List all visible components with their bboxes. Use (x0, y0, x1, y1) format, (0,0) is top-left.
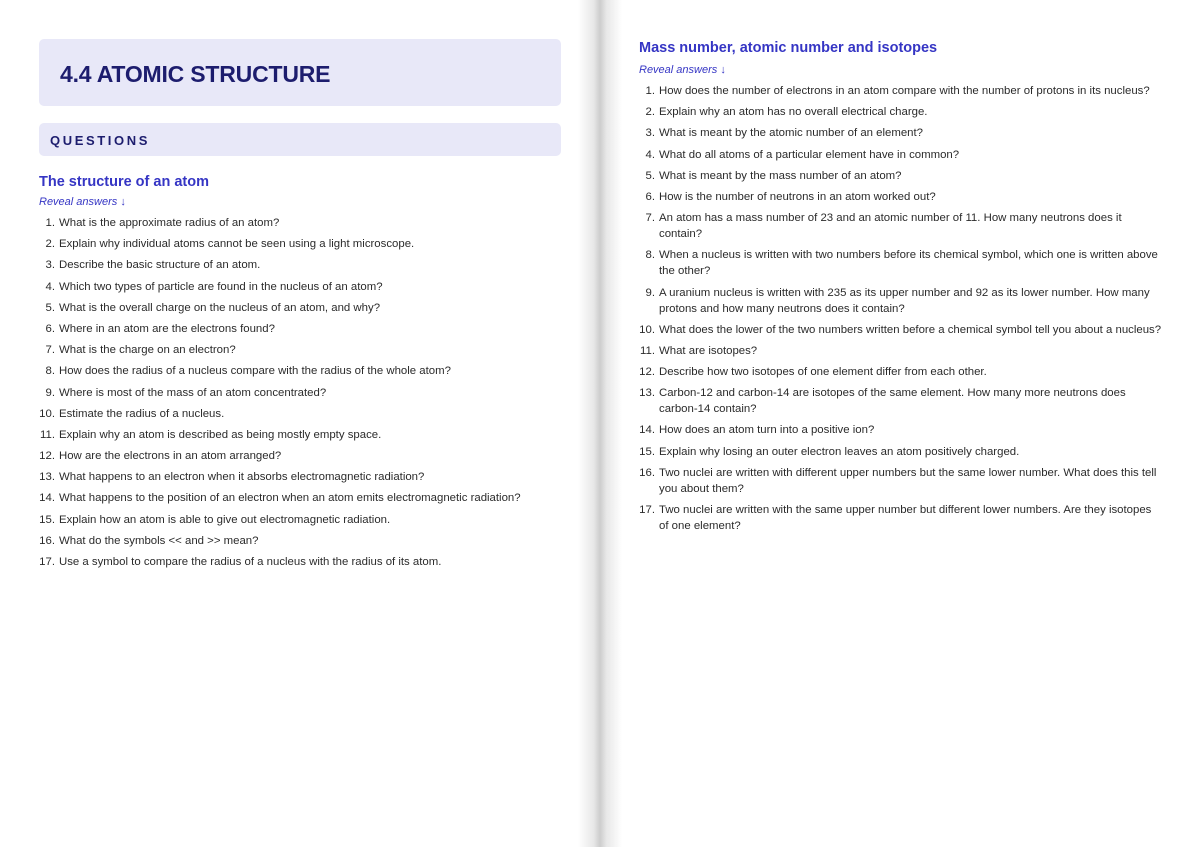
question-item (39, 533, 561, 549)
question-item (39, 363, 561, 379)
question-item (639, 465, 1163, 497)
question-item (39, 342, 561, 358)
question-number: 7. (45, 344, 55, 357)
question-item (39, 554, 561, 570)
question-item (39, 385, 561, 401)
question-number: 6. (645, 190, 655, 203)
question-item (639, 444, 1163, 460)
question-number: 10. (39, 407, 55, 420)
question-text: What is meant by the atomic number of an element? (659, 127, 924, 140)
question-text: Explain how an atom is able to give out electromagnetic radiation. (59, 513, 391, 526)
question-text: What happens to the position of an electron when an atom emits electromagnetic radiation? (59, 492, 521, 505)
question-item (39, 321, 561, 337)
question-item (639, 285, 1163, 317)
reveal-answers-link[interactable]: Reveal answers ↓ (39, 196, 126, 208)
question-text: Carbon-12 and carbon-14 are isotopes of the same element. How many more neutrons does carbon-14 contain? (659, 387, 1126, 416)
question-text: What do the symbols << and >> mean? (59, 534, 259, 547)
question-text: An atom has a mass number of 23 and an atomic number of 11. How many neutrons does it contain? (659, 212, 1122, 241)
book-spine-shadow (578, 0, 622, 847)
question-text: What is the charge on an electron? (59, 344, 236, 357)
question-number: 10. (639, 323, 655, 336)
left-page (39, 39, 561, 575)
question-number: 2. (45, 238, 55, 251)
question-text: Explain why an atom is described as being mostly empty space. (59, 428, 382, 441)
question-text: Where in an atom are the electrons found? (59, 322, 275, 335)
question-item (39, 490, 561, 506)
question-number: 5. (45, 301, 55, 314)
question-text: Describe how two isotopes of one element differ from each other. (659, 366, 987, 379)
question-item (39, 448, 561, 464)
question-text: What is the approximate radius of an atom? (59, 217, 280, 229)
question-number: 16. (39, 534, 55, 547)
question-list (39, 215, 561, 570)
question-number: 17. (639, 504, 655, 516)
question-text: What is the overall charge on the nucleus of an atom, and why? (59, 301, 381, 314)
questions-heading: QUESTIONS (50, 133, 150, 148)
question-text: What are isotopes? (659, 344, 758, 357)
question-text: Explain why individual atoms cannot be seen using a light microscope. (59, 238, 415, 251)
question-number: 5. (645, 169, 655, 182)
question-item (39, 257, 561, 273)
question-text: Use a symbol to compare the radius of a nucleus with the radius of its atom. (59, 556, 442, 568)
question-text: Where is most of the mass of an atom concentrated? (59, 386, 327, 399)
question-item (639, 385, 1163, 417)
question-text: Which two types of particle are found in the nucleus of an atom? (59, 280, 383, 293)
question-number: 6. (45, 322, 55, 335)
question-text: Estimate the radius of a nucleus. (59, 407, 225, 420)
question-number: 7. (645, 212, 655, 225)
question-text: Explain why an atom has no overall electrical charge. (659, 106, 928, 119)
question-number: 15. (39, 513, 55, 526)
question-number: 11. (40, 428, 55, 441)
page-title: 4.4 ATOMIC STRUCTURE (60, 61, 331, 87)
question-item (39, 427, 561, 443)
question-number: 8. (645, 249, 655, 262)
question-item (39, 215, 561, 231)
question-number: 12. (39, 450, 55, 463)
question-text: Describe the basic structure of an atom. (59, 259, 261, 272)
question-text: What do all atoms of a particular element have in common? (659, 148, 960, 161)
question-text: A uranium nucleus is written with 235 as its upper number and 92 as its lower number. How many protons and how many neutrons does it contain? (659, 286, 1150, 315)
question-text: How are the electrons in an atom arranged? (59, 450, 282, 463)
question-text: Explain why losing an outer electron leaves an atom positively charged. (659, 445, 1020, 458)
question-number: 13. (39, 471, 55, 484)
question-item (639, 322, 1163, 338)
question-number: 14. (39, 492, 55, 505)
question-item (639, 422, 1163, 438)
question-item (39, 279, 561, 295)
question-item (39, 236, 561, 252)
question-text: What does the lower of the two numbers written before a chemical symbol tell you about a nucleus? (659, 323, 1162, 336)
question-item (639, 343, 1163, 359)
question-text: How does the number of electrons in an atom compare with the number of protons in its nucleus? (659, 85, 1150, 97)
question-item (39, 512, 561, 528)
question-item (639, 364, 1163, 380)
question-number: 9. (645, 286, 655, 299)
question-item (639, 147, 1163, 163)
question-number: 2. (645, 106, 655, 119)
question-number: 9. (45, 386, 55, 399)
question-number: 16. (639, 466, 655, 479)
question-number: 8. (45, 365, 55, 378)
question-text: How does an atom turn into a positive ion? (659, 424, 875, 437)
question-item (639, 502, 1163, 534)
question-number: 3. (45, 259, 55, 272)
title-banner (39, 39, 561, 106)
right-page (639, 40, 1163, 539)
question-item (39, 300, 561, 316)
question-number: 4. (645, 148, 655, 161)
question-text: How does the radius of a nucleus compare with the radius of the whole atom? (59, 365, 451, 378)
question-item (639, 168, 1163, 184)
section-title-isotopes: Mass number, atomic number and isotopes (639, 40, 938, 56)
question-number: 1. (45, 217, 55, 229)
question-item (639, 104, 1163, 120)
question-number: 13. (639, 387, 655, 400)
question-text: Two nuclei are written with the same upper number but different lower numbers. Are they isotopes of one element? (659, 504, 1152, 532)
question-item (639, 83, 1163, 99)
question-item (39, 406, 561, 422)
question-number: 11. (640, 344, 655, 357)
question-list (639, 83, 1163, 534)
question-item (639, 247, 1163, 279)
question-number: 17. (39, 556, 55, 568)
question-text: Two nuclei are written with different upper numbers but the same lower number. What does this tell you about them? (659, 466, 1157, 495)
question-number: 14. (639, 424, 655, 437)
section-title-structure: The structure of an atom (39, 174, 209, 190)
question-item (639, 189, 1163, 205)
question-item (639, 210, 1163, 242)
question-item (39, 469, 561, 485)
question-text: How is the number of neutrons in an atom worked out? (659, 190, 936, 203)
question-number: 4. (45, 280, 55, 293)
question-number: 3. (645, 127, 655, 140)
reveal-answers-link[interactable]: Reveal answers ↓ (639, 64, 726, 76)
question-number: 15. (639, 445, 655, 458)
question-text: What happens to an electron when it absorbs electromagnetic radiation? (59, 471, 425, 484)
question-text: When a nucleus is written with two numbers before its chemical symbol, which one is written above the other? (659, 249, 1158, 278)
question-text: What is meant by the mass number of an atom? (659, 169, 902, 182)
question-number: 1. (645, 85, 655, 97)
question-item (639, 125, 1163, 141)
questions-banner (39, 123, 561, 156)
question-number: 12. (639, 366, 655, 379)
